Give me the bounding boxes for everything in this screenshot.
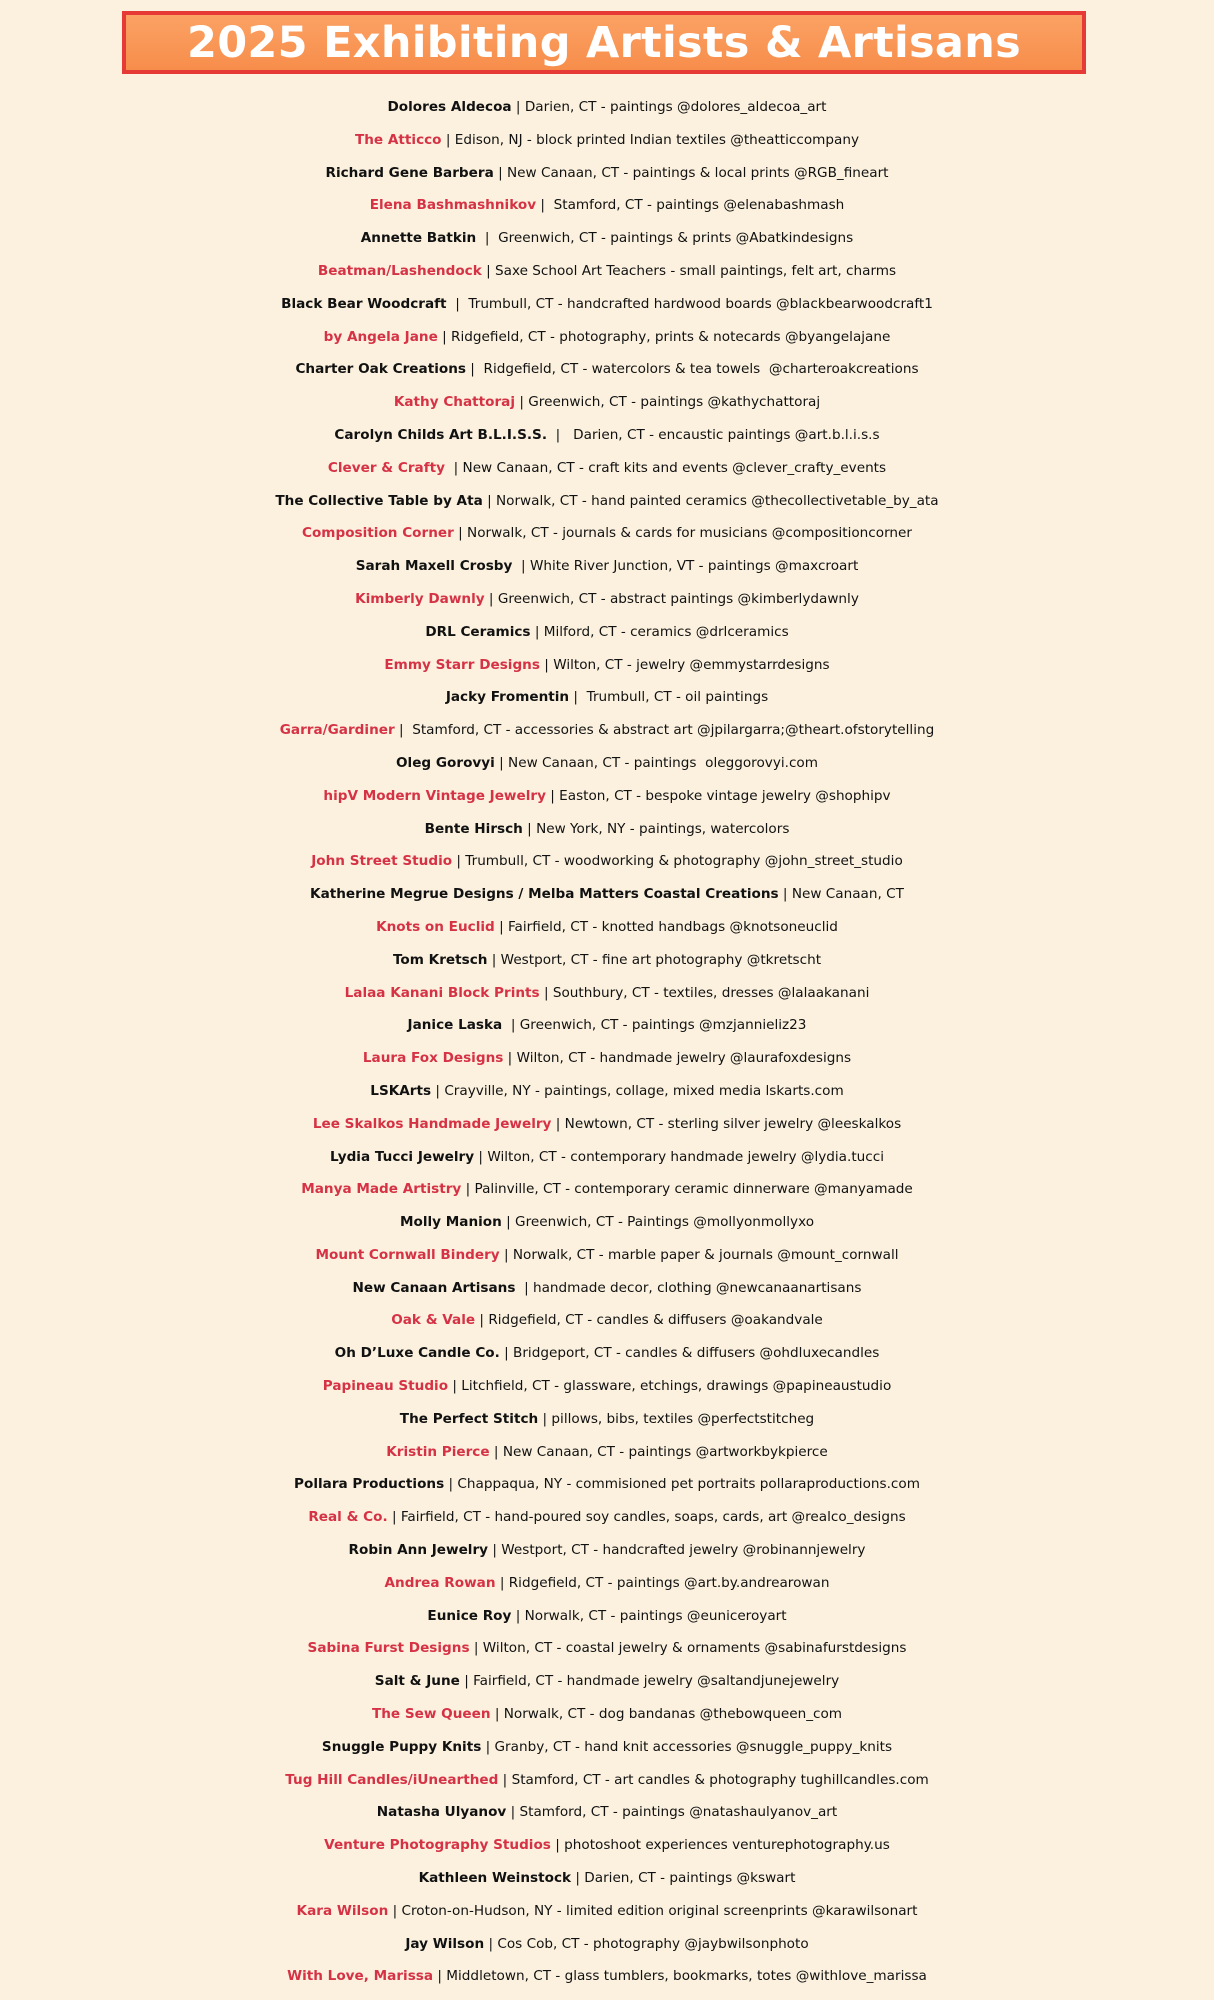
artist-detail: | Norwalk, CT - dog bandanas @thebowqueen_com xyxy=(490,1706,843,1723)
artist-row xyxy=(0,485,1214,518)
artist-row xyxy=(0,1108,1214,1141)
artist-detail: | Stamford, CT - accessories & abstract art @jpilargarra;@theart.ofstorytelling xyxy=(394,722,935,739)
artist-name: Clever & Crafty xyxy=(327,459,445,476)
artist-detail: | Ridgefield, CT - photography, prints & notecards @byangelajane xyxy=(437,328,891,345)
artist-name: The Collective Table by Ata xyxy=(275,492,483,509)
artist-name: Beatman/Lashendock xyxy=(317,262,482,279)
artist-name: Jacky Fromentin xyxy=(445,689,570,706)
artist-name: Laura Fox Designs xyxy=(362,1050,504,1067)
artist-detail: | Southbury, CT - textiles, dresses @lalaakanani xyxy=(539,984,870,1001)
artist-row xyxy=(0,583,1214,616)
artist-row xyxy=(0,1764,1214,1797)
artist-detail: | Chappaqua, NY - commisioned pet portraits pollaraproductions.com xyxy=(444,1476,920,1493)
artist-detail: | White River Junction, VT - paintings @maxcroart xyxy=(512,558,859,575)
artist-row xyxy=(0,1862,1214,1895)
artist-row xyxy=(0,1009,1214,1042)
artist-row xyxy=(0,1075,1214,1108)
title-banner xyxy=(122,11,1086,74)
artist-name: Katherine Megrue Designs / Melba Matters Coastal Creations xyxy=(310,886,779,903)
artist-detail: | Croton-on-Hudson, NY - limited edition original screenprints @karawilsonart xyxy=(388,1902,918,1919)
artist-detail: | Trumbull, CT - woodworking & photography @john_street_studio xyxy=(452,853,903,870)
artist-row xyxy=(0,1239,1214,1272)
artist-row xyxy=(0,189,1214,222)
artist-detail: | Cos Cob, CT - photography @jaybwilsonphoto xyxy=(484,1935,809,1952)
artist-detail: | Middletown, CT - glass tumblers, bookmarks, totes @withlove_marissa xyxy=(433,1968,927,1985)
artist-name: With Love, Marissa xyxy=(287,1968,434,1985)
artist-name: by Angela Jane xyxy=(323,328,438,345)
artist-detail: | Granby, CT - hand knit accessories @snuggle_puppy_knits xyxy=(481,1738,893,1755)
artist-name: Manya Made Artistry xyxy=(301,1181,462,1198)
artist-row xyxy=(0,813,1214,846)
artist-name: Richard Gene Barbera xyxy=(325,164,494,181)
artist-detail: | Norwalk, CT - journals & cards for musicians @compositioncorner xyxy=(453,525,912,542)
artist-row xyxy=(0,1895,1214,1928)
artist-detail: | Newtown, CT - sterling silver jewelry @leeskalkos xyxy=(551,1115,902,1132)
artist-row xyxy=(0,1960,1214,1993)
artist-list xyxy=(0,91,1214,1993)
artist-detail: | Darien, CT - paintings @dolores_aldecoa_art xyxy=(511,99,827,115)
artist-detail: | Easton, CT - bespoke vintage jewelry @shophipv xyxy=(545,787,891,804)
artist-row xyxy=(0,91,1214,124)
artist-row xyxy=(0,1272,1214,1305)
artist-detail: | Stamford, CT - art candles & photography tughillcandles.com xyxy=(498,1771,929,1788)
artist-row xyxy=(0,1370,1214,1403)
artist-name: Snuggle Puppy Knits xyxy=(321,1738,482,1755)
artist-name: Real & Co. xyxy=(308,1509,388,1526)
artist-name: Lalaa Kanani Block Prints xyxy=(344,984,540,1001)
artist-detail: | Crayville, NY - paintings, collage, mixed media lskarts.com xyxy=(431,1082,844,1099)
artist-row xyxy=(0,911,1214,944)
artist-row xyxy=(0,878,1214,911)
artist-row xyxy=(0,124,1214,157)
artist-detail: | Greenwich, CT - abstract paintings @kimberlydawnly xyxy=(484,590,859,607)
artist-name: New Canaan Artisans xyxy=(352,1279,516,1296)
artist-name: Garra/Gardiner xyxy=(279,722,395,739)
artist-name: Sarah Maxell Crosby xyxy=(355,558,513,575)
artist-detail: | Darien, CT - encaustic paintings @art.b.l.i.s.s xyxy=(546,426,880,443)
artist-row xyxy=(0,944,1214,977)
artist-detail: | Edison, NJ - block printed Indian textiles @theatticcompany xyxy=(441,131,860,148)
artist-row xyxy=(0,681,1214,714)
artist-name: Molly Manion xyxy=(399,1214,502,1231)
artist-detail: | Wilton, CT - coastal jewelry & ornaments @sabinafurstdesigns xyxy=(469,1640,907,1657)
artist-row xyxy=(0,353,1214,386)
artist-name: Oleg Gorovyi xyxy=(395,754,495,771)
artist-row xyxy=(0,1173,1214,1206)
artist-row xyxy=(0,1042,1214,1075)
artist-name: Janice Laska xyxy=(407,1017,503,1034)
artist-detail: | Fairfield, CT - hand-poured soy candles, soaps, cards, art @realco_designs xyxy=(387,1509,906,1526)
artist-detail: | Saxe School Art Teachers - small paintings, felt art, charms xyxy=(481,262,897,279)
artist-detail: | handmade decor, clothing @newcanaanartisans xyxy=(515,1279,862,1296)
artist-row xyxy=(0,1206,1214,1239)
artist-name: Elena Bashmashnikov xyxy=(369,197,537,214)
artist-name: Bente Hirsch xyxy=(424,820,523,837)
artist-name: Eunice Roy xyxy=(427,1607,512,1624)
artist-name: Tug Hill Candles/iUnearthed xyxy=(285,1771,499,1788)
artist-detail: | Bridgeport, CT - candles & diffusers @ohdluxecandles xyxy=(499,1345,880,1362)
artist-detail: | Fairfield, CT - handmade jewelry @saltandjunejewelry xyxy=(459,1673,840,1690)
artist-row xyxy=(0,1141,1214,1174)
artist-detail: | New Canaan, CT - paintings & local prints @RGB_fineart xyxy=(493,164,889,181)
artist-name: Papineau Studio xyxy=(322,1378,449,1395)
artist-row xyxy=(0,1337,1214,1370)
artist-name: Black Bear Woodcraft xyxy=(281,295,447,312)
artist-name: Kathleen Weinstock xyxy=(418,1870,572,1887)
artist-row xyxy=(0,157,1214,190)
artist-name: John Street Studio xyxy=(311,853,453,870)
artist-row xyxy=(0,321,1214,354)
artist-row xyxy=(0,747,1214,780)
artist-name: Annette Batkin xyxy=(360,230,477,247)
artist-name: Mount Cornwall Bindery xyxy=(315,1246,500,1263)
artist-name: Kristin Pierce xyxy=(386,1443,490,1460)
artist-name: Carolyn Childs Art B.L.I.S.S. xyxy=(334,426,547,443)
artist-name: Andrea Rowan xyxy=(384,1574,496,1591)
artist-row xyxy=(0,1403,1214,1436)
artist-row xyxy=(0,1600,1214,1633)
artist-name: The Sew Queen xyxy=(371,1706,491,1723)
artist-detail: | New Canaan, CT xyxy=(778,886,904,903)
artist-row xyxy=(0,780,1214,813)
artist-row xyxy=(0,452,1214,485)
artist-name: Kathy Chattoraj xyxy=(393,394,516,411)
artist-name: Pollara Productions xyxy=(294,1476,445,1493)
artist-row xyxy=(0,1501,1214,1534)
artist-detail: | Palinville, CT - contemporary ceramic dinnerware @manyamade xyxy=(461,1181,913,1198)
artist-name: The Atticco xyxy=(354,131,442,148)
artist-row xyxy=(0,222,1214,255)
artist-name: Composition Corner xyxy=(301,525,454,542)
artist-row xyxy=(0,288,1214,321)
artist-name: Jay Wilson xyxy=(405,1935,485,1952)
artist-row xyxy=(0,616,1214,649)
artist-name: Tom Kretsch xyxy=(392,951,488,968)
artist-detail: | Wilton, CT - contemporary handmade jewelry @lydia.tucci xyxy=(474,1148,885,1165)
artist-detail: | Westport, CT - fine art photography @tkretscht xyxy=(487,951,822,968)
artist-row xyxy=(0,714,1214,747)
artist-detail: | pillows, bibs, textiles @perfectstitcheg xyxy=(538,1410,815,1427)
artist-detail: | Ridgefield, CT - paintings @art.by.andrearowan xyxy=(495,1574,830,1591)
artist-row xyxy=(0,1468,1214,1501)
artist-detail: | Westport, CT - handcrafted jewelry @robinannjewelry xyxy=(488,1542,866,1559)
artist-detail: | Stamford, CT - paintings @elenabashmash xyxy=(536,197,845,214)
artist-name: Oak & Vale xyxy=(391,1312,476,1329)
artist-name: Salt & June xyxy=(374,1673,460,1690)
artist-row xyxy=(0,1731,1214,1764)
artist-name: Venture Photography Studios xyxy=(324,1837,551,1854)
artist-name: Dolores Aldecoa xyxy=(387,99,512,115)
artist-row xyxy=(0,1632,1214,1665)
artist-detail: | Greenwich, CT - Paintings @mollyonmollyxo xyxy=(501,1214,815,1231)
artist-detail: | Ridgefield, CT - watercolors & tea towels @charteroakcreations xyxy=(465,361,919,378)
artist-name: LSKArts xyxy=(370,1082,432,1099)
artist-detail: | Greenwich, CT - paintings @kathychattoraj xyxy=(515,394,821,411)
artist-name: The Perfect Stitch xyxy=(399,1410,539,1427)
artist-detail: | Greenwich, CT - paintings @mzjannieliz23 xyxy=(502,1017,807,1034)
artist-detail: | New Canaan, CT - craft kits and events @clever_crafty_events xyxy=(444,459,887,476)
artist-row xyxy=(0,419,1214,452)
artist-name: Charter Oak Creations xyxy=(295,361,466,378)
artist-detail: | Greenwich, CT - paintings & prints @Abatkindesigns xyxy=(476,230,854,247)
artist-row xyxy=(0,1304,1214,1337)
artist-row xyxy=(0,1567,1214,1600)
artist-detail: | New Canaan, CT - paintings oleggorovyi.com xyxy=(494,754,818,771)
artist-detail: | Milford, CT - ceramics @drlceramics xyxy=(530,623,789,640)
artist-name: Lee Skalkos Handmade Jewelry xyxy=(312,1115,552,1132)
artist-detail: | Ridgefield, CT - candles & diffusers @oakandvale xyxy=(475,1312,823,1329)
artist-detail: | New Canaan, CT - paintings @artworkbykpierce xyxy=(489,1443,828,1460)
artist-name: Natasha Ulyanov xyxy=(376,1804,507,1821)
artist-row xyxy=(0,649,1214,682)
artist-row xyxy=(0,977,1214,1010)
artist-row xyxy=(0,1829,1214,1862)
artist-row xyxy=(0,1436,1214,1469)
artist-name: Oh D’Luxe Candle Co. xyxy=(334,1345,500,1362)
artist-row xyxy=(0,1665,1214,1698)
artist-detail: | photoshoot experiences venturephotography.us xyxy=(550,1837,890,1854)
artist-row xyxy=(0,517,1214,550)
artist-detail: | Norwalk, CT - hand painted ceramics @thecollectivetable_by_ata xyxy=(482,492,939,509)
artist-name: Sabina Furst Designs xyxy=(307,1640,470,1657)
artist-name: Kimberly Dawnly xyxy=(355,590,485,607)
artist-detail: | Trumbull, CT - handcrafted hardwood boards @blackbearwoodcraft1 xyxy=(446,295,933,312)
artist-detail: | Wilton, CT - jewelry @emmystarrdesigns xyxy=(539,656,830,673)
artist-detail: | New York, NY - paintings, watercolors xyxy=(522,820,790,837)
artist-detail: | Wilton, CT - handmade jewelry @laurafoxdesigns xyxy=(503,1050,852,1067)
artist-name: Emmy Starr Designs xyxy=(384,656,540,673)
artist-row xyxy=(0,255,1214,288)
artist-detail: | Fairfield, CT - knotted handbags @knotsoneuclid xyxy=(494,918,838,935)
artist-detail: | Norwalk, CT - paintings @euniceroyart xyxy=(511,1607,787,1624)
artist-detail: | Darien, CT - paintings @kswart xyxy=(571,1870,796,1887)
artist-row xyxy=(0,550,1214,583)
artist-row xyxy=(0,1796,1214,1829)
artist-name: Robin Ann Jewelry xyxy=(348,1542,489,1559)
artist-name: DRL Ceramics xyxy=(425,623,531,640)
artist-detail: | Litchfield, CT - glassware, etchings, drawings @papineaustudio xyxy=(448,1378,892,1395)
artist-detail: | Norwalk, CT - marble paper & journals @mount_cornwall xyxy=(499,1246,899,1263)
artist-name: Lydia Tucci Jewelry xyxy=(329,1148,475,1165)
artist-row xyxy=(0,1698,1214,1731)
page-title: 2025 Exhibiting Artists & Artisans xyxy=(186,17,1022,68)
artist-name: Kara Wilson xyxy=(296,1902,389,1919)
artist-name: hipV Modern Vintage Jewelry xyxy=(323,787,546,804)
artist-detail: | Trumbull, CT - oil paintings xyxy=(569,689,769,706)
artist-row xyxy=(0,1928,1214,1961)
artist-detail: | Stamford, CT - paintings @natashaulyanov_art xyxy=(506,1804,838,1821)
artist-row xyxy=(0,845,1214,878)
artist-row xyxy=(0,386,1214,419)
artist-name: Knots on Euclid xyxy=(376,918,495,935)
artist-row xyxy=(0,1534,1214,1567)
